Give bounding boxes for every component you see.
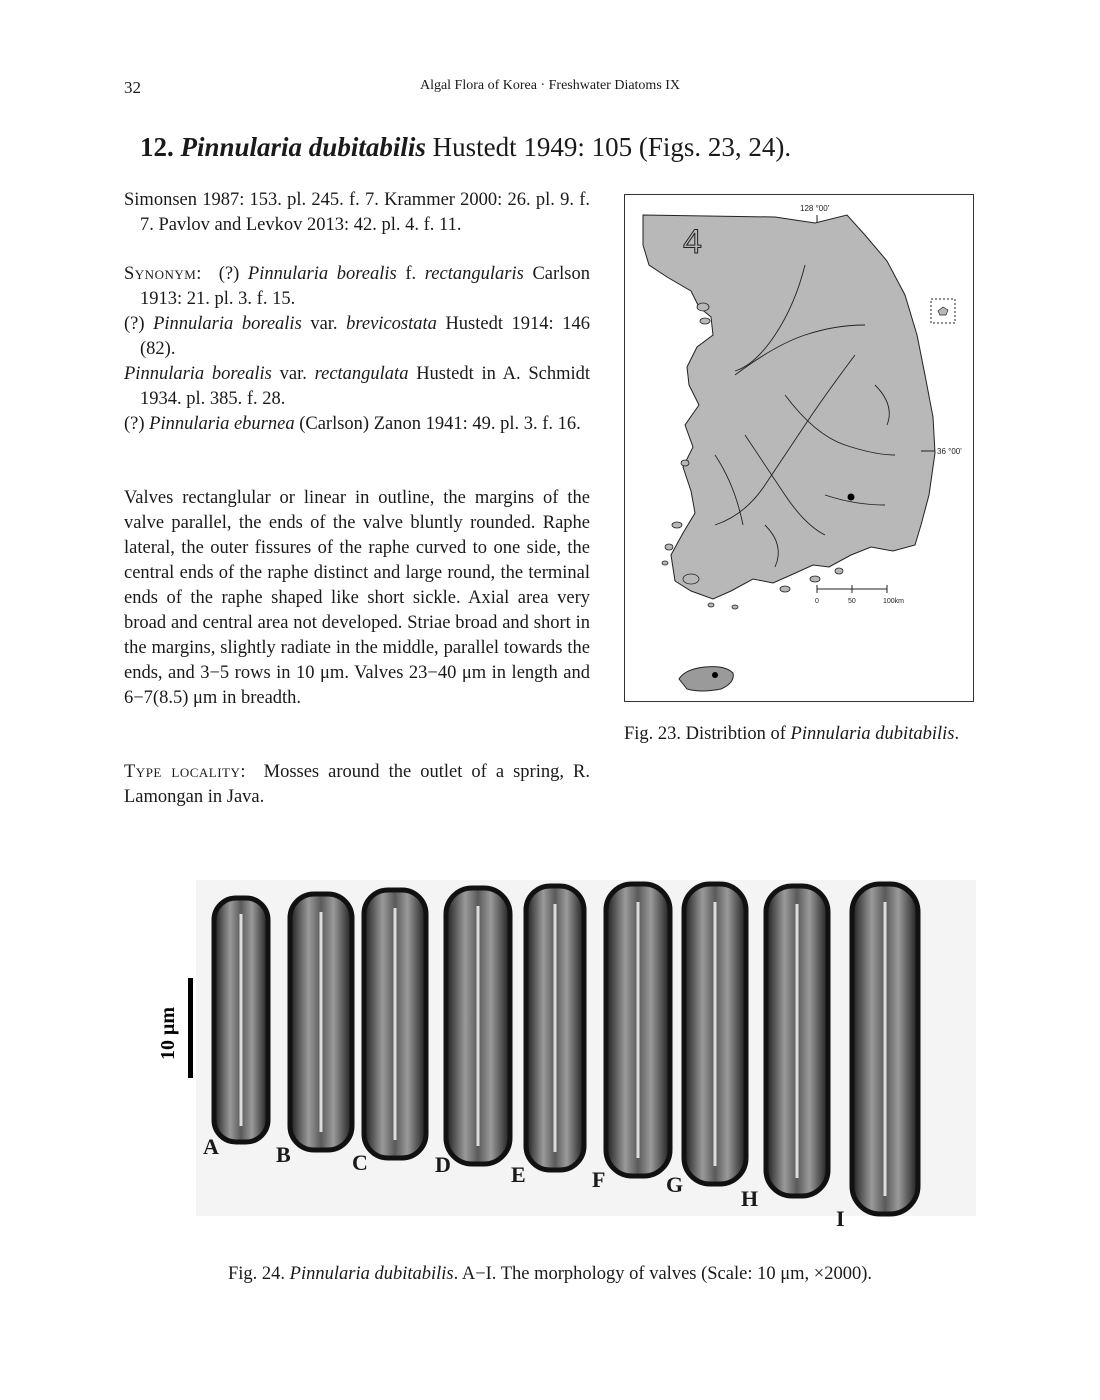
figure-23-caption xyxy=(624,722,976,747)
peninsula-shape xyxy=(643,215,935,599)
synonym-name: Pinnularia borealis xyxy=(124,364,272,384)
caption-text: Fig. 23. Distribtion of xyxy=(624,724,791,744)
map-number: 4 xyxy=(683,223,702,261)
caption-species: Pinnularia dubitabilis xyxy=(289,1264,454,1284)
synonym-name: Pinnularia borealis xyxy=(153,314,302,334)
figure-24-caption xyxy=(0,1264,1100,1285)
description-paragraph: Valves rectanglular or linear in outline, the margins of the valve parallel, the ends of the valve bluntly rounded. Raphe lateral, the outer fissures of the raphe curved to one side, the central ends of the raphe distinct and large round, the terminal ends of the raphe shaped like short sickle. Axial area very broad and central area not developed. Striae broad and short in the margins, slightly radiate in the middle, parallel towards the ends, and 3−5 rows in 10 μm. Valves 23−40 μm in length and 6−7(8.5) μm in breadth. xyxy=(124,488,590,708)
synonym-rank: var. xyxy=(271,364,315,384)
synonym-citation: (Carlson) Zanon 1941: 49. pl. 3. f. 16. xyxy=(294,414,581,434)
synonym-label: Synonym xyxy=(124,264,197,284)
valve-B xyxy=(290,894,352,1150)
synonym-infra: brevicostata xyxy=(346,314,437,334)
synonym-infra: rectangularis xyxy=(424,264,524,284)
type-locality-text: Mosses around the outlet of a spring, R. Lamongan in Java. xyxy=(124,762,590,807)
valve-A xyxy=(214,898,268,1142)
synonym-infra: rectangulata xyxy=(314,364,409,384)
plate-letter-I: I xyxy=(836,1206,845,1231)
latitude-label: 36 °00' xyxy=(937,447,962,456)
reference-entry: Simonsen 1987: 153. pl. 245. f. 7. Krammer 2000: 26. pl. 9. f. 7. Pavlov and Levkov 2013: 42. pl. 4. f. 11. xyxy=(124,190,590,235)
locality-point-jeju xyxy=(712,672,718,678)
synonym-entry xyxy=(124,412,590,437)
caption-text: Fig. 24. xyxy=(227,1264,290,1284)
synonym-entry xyxy=(124,362,590,412)
synonym-entry: Synonym: (?) Pinnularia borealis f. rectangularis Carlson 1913: 21. pl. 3. f. 15. xyxy=(124,264,590,309)
synonym-citation: Carlson 1913: 21. pl. 3. f. 15. xyxy=(140,264,590,309)
plate-letter-H: H xyxy=(741,1186,759,1211)
distribution-map xyxy=(624,194,974,702)
plate-letter-G: G xyxy=(666,1172,684,1197)
jeju-island xyxy=(679,667,733,691)
valve-H xyxy=(766,886,828,1196)
valve-D xyxy=(446,888,510,1164)
synonym-entry xyxy=(124,312,590,362)
valve-E xyxy=(526,886,584,1170)
valve-G xyxy=(684,884,746,1184)
locality-point xyxy=(848,494,855,501)
scale-bar-10um xyxy=(188,978,193,1078)
scale-label-0: 0 xyxy=(815,598,819,605)
micrograph-plate xyxy=(157,880,976,1216)
synonym-prefix: (?) xyxy=(124,314,154,334)
ulleungdo-island xyxy=(938,307,948,315)
caption-text: . xyxy=(954,724,960,744)
caption-text: . A−I. The morphology of valves (Scale: 10 μm, ×2000). xyxy=(453,1264,872,1284)
synonym-citation: Hustedt 1914: 146 (82). xyxy=(140,314,590,359)
longitude-label: 128 °00' xyxy=(800,204,830,213)
synonym-name: Pinnularia eburnea xyxy=(149,414,295,434)
valve-C xyxy=(364,890,426,1158)
plate-letter-D: D xyxy=(435,1152,451,1177)
scale-bar xyxy=(815,585,904,605)
valve-F xyxy=(606,884,670,1176)
species-title xyxy=(140,132,791,163)
plate-letter-B: B xyxy=(276,1142,291,1167)
synonym-prefix: (?) xyxy=(218,264,248,284)
valve-I xyxy=(852,884,918,1214)
synonym-citation: Hustedt in A. Schmidt 1934. pl. 385. f. 28. xyxy=(140,364,591,409)
scale-bar-label: 10 μm xyxy=(157,1007,179,1060)
references-block xyxy=(124,188,590,238)
scale-label-50: 50 xyxy=(848,598,856,605)
synonym-prefix: (?) xyxy=(124,414,150,434)
type-locality-paragraph: Type locality: Mosses around the outlet of a spring, R. Lamongan in Java. xyxy=(124,762,590,807)
plate-letter-F: F xyxy=(592,1167,606,1192)
scale-label-100: 100km xyxy=(883,598,905,605)
running-head: Algal Flora of Korea · Freshwater Diatoms IX xyxy=(419,78,681,93)
caption-species: Pinnularia dubitabilis xyxy=(790,724,955,744)
plate-letter-C: C xyxy=(352,1150,368,1175)
synonym-block xyxy=(124,262,590,437)
species-authority: Hustedt 1949: 105 (Figs. 23, 24). xyxy=(432,132,792,162)
species-number: 12. xyxy=(140,132,174,162)
valve-micrographs xyxy=(157,880,976,1216)
korea-map-graphic xyxy=(625,195,972,700)
synonym-rank: f. xyxy=(396,264,425,284)
synonym-name: Pinnularia borealis xyxy=(247,264,397,284)
type-locality-label: Type locality xyxy=(124,762,241,782)
page-number: 32 xyxy=(124,78,141,97)
synonym-rank: var. xyxy=(301,314,347,334)
plate-letter-E: E xyxy=(511,1162,526,1187)
plate-letter-A: A xyxy=(203,1134,219,1159)
species-binomial: Pinnularia dubitabilis xyxy=(180,132,426,162)
